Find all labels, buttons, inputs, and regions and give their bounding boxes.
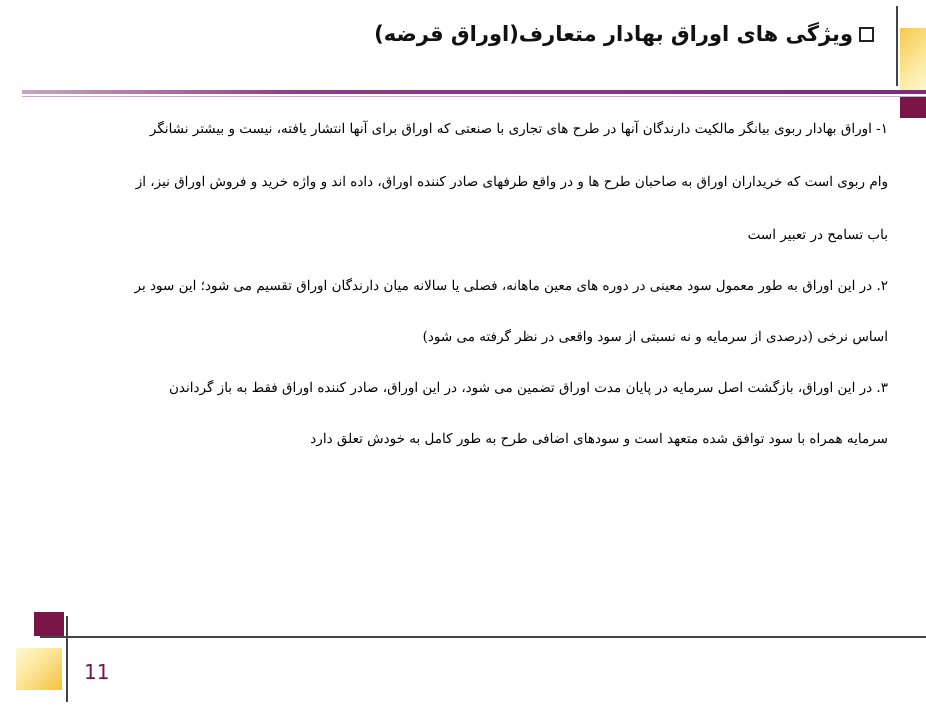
page-number: 11 — [84, 660, 110, 684]
top-right-vertical-line — [896, 6, 898, 86]
paragraph-line: وام ربوی است که خریداران اوراق به صاحبان طرح ها و در واقع طرفهای صادر کننده اوراق، داده اند و واژه خرید و فروش اوراق نیز، از — [135, 174, 888, 190]
paragraph-line: ۳. در این اوراق، بازگشت اصل سرمایه در پایان مدت اوراق تضمین می شود، در این اوراق، صادر کننده اوراق فقط به باز گرداندن — [168, 380, 888, 396]
top-right-yellow-block — [900, 28, 926, 92]
paragraph-line: ۲. در این اوراق به طور معمول سود معینی در دوره های معین ماهانه، فصلی یا سالانه میان دارندگان اوراق تقسیم می شود؛ این سود بر — [134, 278, 888, 294]
paragraph-line: سرمایه همراه با سود توافق شده متعهد است و سودهای اضافی طرح به طور کامل به خودش تعلق دارد — [310, 431, 888, 447]
square-bullet-icon — [859, 27, 874, 42]
footer-horizontal-line — [40, 636, 926, 638]
top-right-purple-block — [900, 96, 926, 118]
bottom-left-purple-block — [34, 612, 64, 636]
header-rule-thin — [22, 96, 926, 97]
paragraph-line: اساس نرخی (درصدی از سرمایه و نه نسبتی از سود واقعی در نظر گرفته می شود) — [422, 329, 888, 345]
slide-title: ویژگی های اوراق بهادار متعارف(اوراق قرضه) — [374, 22, 853, 46]
slide-title-row — [374, 22, 874, 46]
footer-vertical-line — [66, 616, 68, 702]
bottom-left-yellow-block — [16, 648, 62, 690]
paragraph-line: ۱- اوراق بهادار ربوی بیانگر مالکیت دارندگان آنها در طرح های تجاری با صنعتی که اوراق برای آنها انتشار یافته، نیست و بیشتر نشانگر — [149, 121, 888, 137]
paragraph-line: باب تسامح در تعبیر است — [747, 227, 888, 243]
header-rule — [22, 90, 926, 94]
